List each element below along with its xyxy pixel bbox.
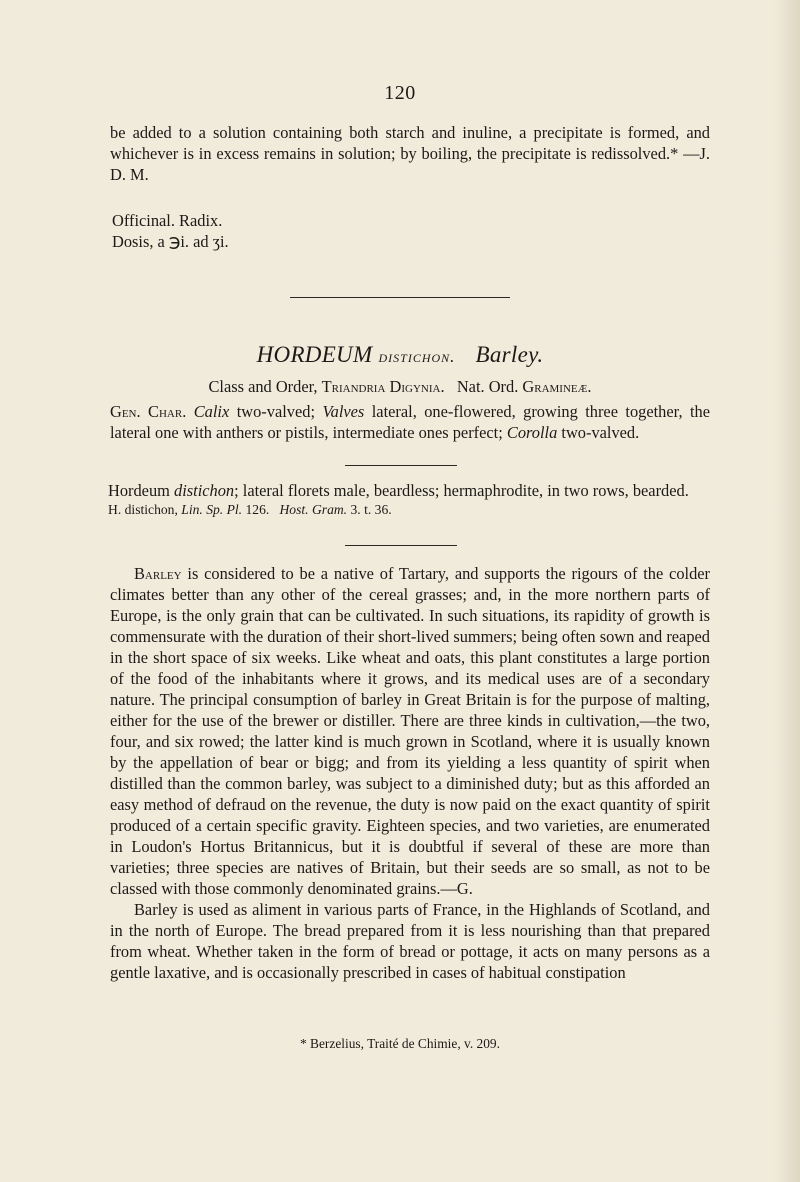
species-char-description: ; lateral florets male, beardless; hermaphrodite, in two rows, bearded. [234,481,689,500]
paragraph-1 [110,563,710,899]
footnote: * Berzelius, Traité de Chimie, v. 209. [300,1036,500,1051]
section-divider [290,297,510,298]
species-name: distichon. [378,347,456,366]
ref-linnaeus-loc: 126. [245,502,270,517]
species-char-genus: Hordeum [108,481,175,500]
generic-character [110,401,710,443]
gen-char-valves: Valves [322,402,365,421]
genus-name: HORDEUM [256,342,373,367]
intro-paragraph [110,122,710,185]
gen-char-corolla: Corolla [506,423,558,442]
common-name: Barley. [475,342,544,367]
plant-heading [0,342,800,368]
dosis-line: Dosis, a ℈i. ad ʒi. [112,232,229,251]
ref-linnaeus: Lin. Sp. Pl. [181,502,243,517]
lead-word: Barley [134,564,182,583]
gen-char-label: Gen. Char. [110,402,187,421]
refs-prefix: H. distichon, [108,502,178,517]
page-edge-shadow [774,0,800,1182]
short-divider-1 [345,465,457,466]
class-order-value: Triandria Digynia. [321,377,445,396]
gen-char-text-2: lateral, one-flowered, growing three together, the lateral one with anthers or pistils, intermediate ones perfect; [110,402,711,442]
paragraph-1-text: is considered to be a native of Tartary, and supports the rigours of the colder climates better than any other of the cereal grasses; and, in the more northern parts of Europe, is the only grain that can be cultivated. In such situations, its rapidity of growth is commensurate with the duration of their short-lived summers; being often sown and reaped in the short space of six weeks. Like wheat and oats, this plant constitutes a large portion of the food of the inhabitants where it grows, and its medical uses are of a secondary nature. The principal consumption of barley in Great Britain is for the purpose of malting, either for the use of the brewer or distiller. There are three kinds in cultivation,—the two, four, and six rowed; the latter kind is much grown in Scotland, where it is usually known by the appellation of bear or bigg; and from its yielding a less quantity of spirit when distilled than the common barley, was subject to a diminished duty; but as this afforded an easy method of defraud on the revenue, the duty is now paid on the exact quantity of spirit produced of a certain specific gravity. Eighteen species, and two varieties, are enumerated in Loudon's Hortus Britannicus, but it is doubtful if several of these are more than varieties; three species are natives of Britain, but their seeds are so small, as not to be classed with those commonly denominated grains.—G. [110,564,710,898]
officinal-line: Officinal. Radix. [112,211,223,230]
species-char-name: distichon [174,481,235,500]
main-text [110,563,710,983]
ref-host-loc: 3. t. 36. [350,502,392,517]
ref-host: Host. Gram. [279,502,348,517]
intro-text: be added to a solution containing both starch and inuline, a precipitate is formed, and whichever is in excess remains in solution; by boiling, the precipitate is redissolved.* —J. D. M. [110,123,710,184]
specific-character [110,480,710,519]
gen-char-text-1: two-valved; [229,402,323,421]
class-order-label: Class and Order, [208,377,318,396]
short-divider-2 [345,545,457,546]
class-order-line [0,377,800,397]
page-number: 120 [384,82,416,104]
nat-ord-label: Nat. Ord. [456,377,519,396]
officinal-block [110,210,710,252]
nat-ord-value: Gramineæ. [522,377,592,396]
gen-char-text-3: two-valved. [557,423,640,442]
gen-char-calix: Calix [193,402,230,421]
paragraph-2: Barley is used as aliment in various parts of France, in the Highlands of Scotland, and in the north of Europe. The bread prepared from it is less nourishing than that prepared from wheat. Whether taken in the form of bread or pottage, it acts on many persons as a gentle laxative, and is occasionally prescribed in cases of habitual constipation [110,900,710,982]
